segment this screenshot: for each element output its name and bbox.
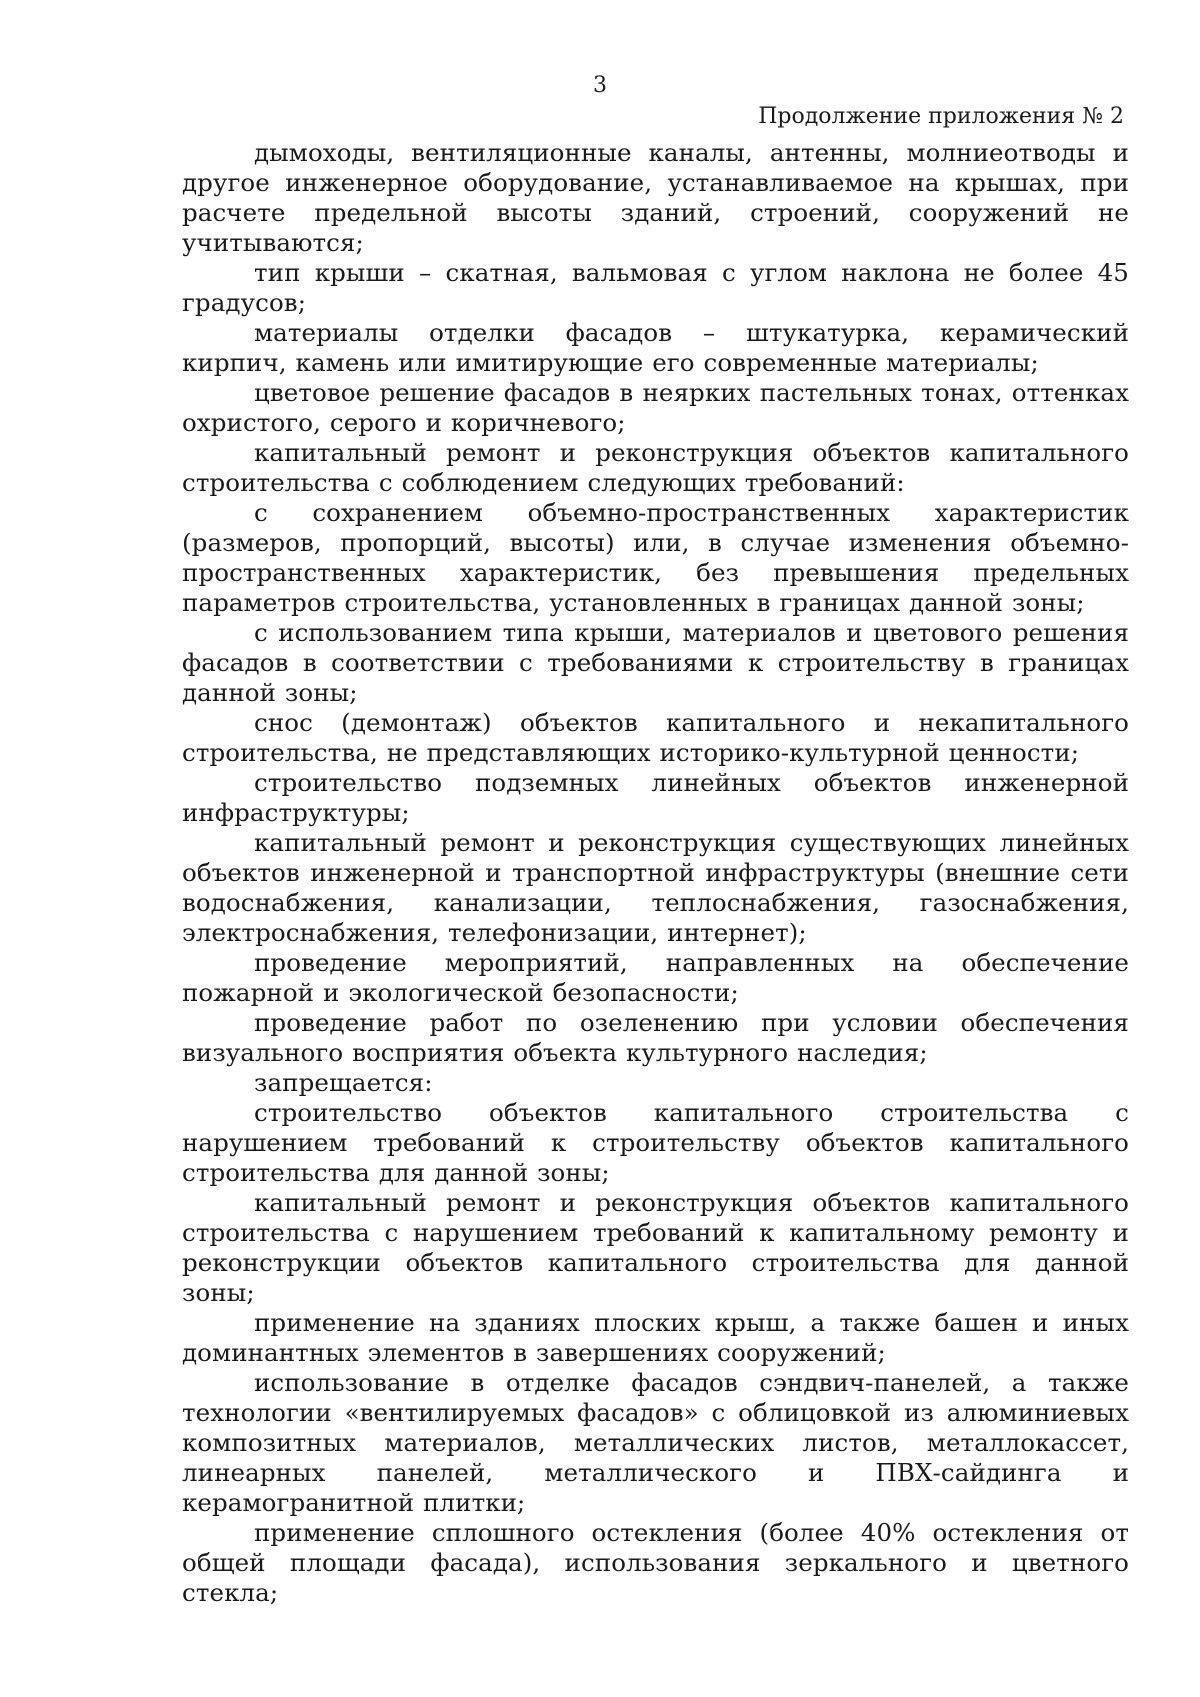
paragraph-preserve-characteristics: с сохранением объемно-пространственных характеристик (размеров, пропорций, высоты) или, в случае изменения объемно-пространственных характеристик, без превышения предельных параметров строительства, установленных в границах данной зоны;	[182, 498, 1129, 617]
paragraph-fire-safety: проведение мероприятий, направленных на обеспечение пожарной и экологической безопасности;	[182, 948, 1129, 1007]
paragraph-flat-roofs: применение на зданиях плоских крыш, а также башен и иных доминантных элементов в завершениях сооружений;	[182, 1308, 1129, 1367]
paragraph-sandwich-panels: использование в отделке фасадов сэндвич-панелей, а также технологии «вентилируемых фасадов» с облицовкой из алюминиевых композитных материалов, металлических листов, металлокассет, линеарных панелей, металлического и ПВХ-сайдинга и керамогранитной плитки;	[182, 1368, 1129, 1517]
document-body	[182, 138, 1129, 1608]
paragraph-demolition: снос (демонтаж) объектов капитального и некапитального строительства, не представляющих историко-культурной ценности;	[182, 708, 1129, 767]
paragraph-roof-materials: с использованием типа крыши, материалов и цветового решения фасадов в соответствии с требованиями к строительству в границах данной зоны;	[182, 618, 1129, 707]
paragraph-prohibited-heading: запрещается:	[254, 1068, 433, 1097]
paragraph-underground-construction: строительство подземных линейных объектов инженерной инфраструктуры;	[182, 768, 1129, 827]
paragraph-facade-materials: материалы отделки фасадов – штукатурка, керамический кирпич, камень или имитирующие его современные материалы;	[182, 318, 1129, 377]
page-number: 3	[593, 73, 607, 98]
paragraph-glazing: применение сплошного остекления (более 40% остекления от общей площади фасада), использования зеркального и цветного стекла;	[182, 1518, 1129, 1607]
paragraph-facade-colors: цветовое решение фасадов в неярких пастельных тонах, оттенках охристого, серого и коричневого;	[182, 378, 1129, 437]
paragraph-prohibited-construction: строительство объектов капитального строительства с нарушением требований к строительству объектов капитального строительства для данной зоны;	[182, 1098, 1129, 1187]
paragraph-prohibited-repair: капитальный ремонт и реконструкция объектов капитального строительства с нарушением требований к капитальному ремонту и реконструкции объектов капитального строительства для данной зоны;	[182, 1188, 1129, 1307]
paragraph-linear-objects: капитальный ремонт и реконструкция существующих линейных объектов инженерной и транспортной инфраструктуры (внешние сети водоснабжения, канализации, теплоснабжения, газоснабжения, электроснабжения, телефонизации, интернет);	[182, 828, 1129, 947]
appendix-continuation-header: Продолжение приложения № 2	[758, 104, 1124, 129]
paragraph-chimneys: дымоходы, вентиляционные каналы, антенны, молниеотводы и другое инженерное оборудование, устанавливаемое на крышах, при расчете предельной высоты зданий, строений, сооружений не учитываются;	[182, 138, 1129, 257]
paragraph-roof-type: тип крыши – скатная, вальмовая с углом наклона не более 45 градусов;	[182, 258, 1129, 317]
paragraph-landscaping: проведение работ по озеленению при условии обеспечения визуального восприятия объекта культурного наследия;	[182, 1008, 1129, 1067]
paragraph-capital-repair: капитальный ремонт и реконструкция объектов капитального строительства с соблюдением следующих требований:	[182, 438, 1129, 497]
